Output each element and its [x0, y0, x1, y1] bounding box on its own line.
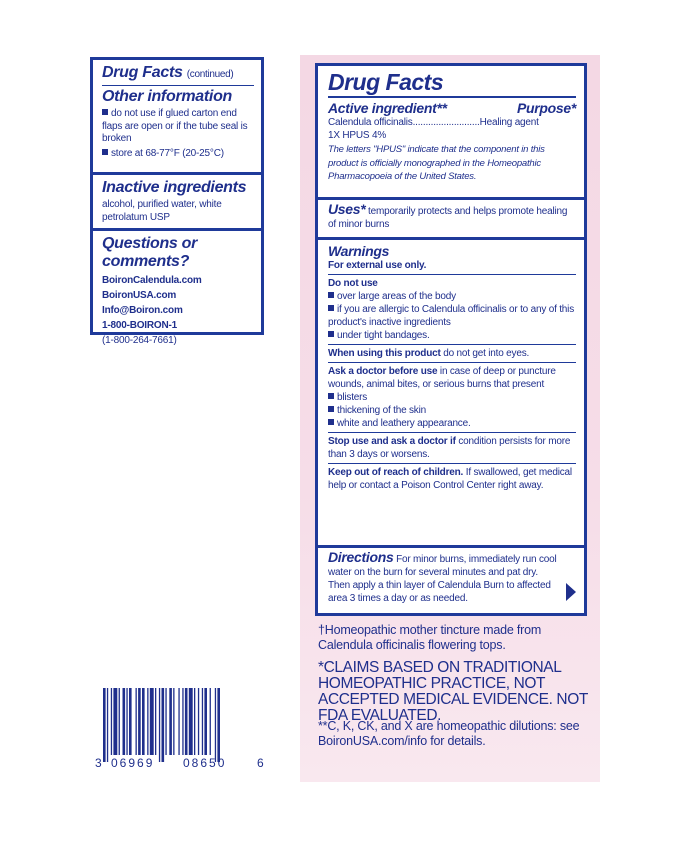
when-using-text: do not get into eyes.	[443, 348, 530, 359]
ask-doctor-item: white and leathery appearance.	[328, 417, 576, 430]
warnings-heading: Warnings	[328, 243, 390, 259]
barcode-bar	[210, 688, 211, 755]
inactive-ingredients-text: alcohol, purified water, white petrolatum USP	[102, 199, 222, 223]
uses-text: temporarily protects and helps promote healing of minor burns	[328, 206, 568, 230]
barcode-bar	[178, 688, 179, 755]
barcode-bar	[215, 688, 216, 762]
directions-text: For minor burns, immediately run cool water on the burn for several minutes and pat dry. Then apply a thin layer of Calendula Burn to affected area 3 times a day or as needed.	[328, 554, 557, 604]
dilution: 1X HPUS 4%	[328, 130, 387, 141]
barcode-digits: 06969	[111, 756, 155, 768]
dilutions-note: **C, K, CK, and X are homeopathic dilutions: see BoironUSA.com/info for details.	[318, 719, 580, 748]
keep-out-heading: Keep out of reach of children.	[328, 467, 464, 478]
other-information-section	[93, 60, 261, 175]
other-info-item: do not use if glued carton end flaps are open or if the tube seal is broken	[102, 108, 248, 144]
barcode-bar	[150, 688, 154, 755]
barcode-bar	[119, 688, 120, 755]
ingredient-row: Calendula officinalis..........................Healing agent	[328, 117, 539, 128]
other-information-heading: Other information	[102, 88, 233, 105]
barcode-bar	[107, 688, 108, 762]
ask-doctor-heading: Ask a doctor before use	[328, 366, 438, 377]
contact-email[interactable]: Info@Boiron.com	[102, 305, 183, 316]
barcode-bar	[159, 688, 160, 762]
drug-facts-title: Drug Facts	[328, 69, 444, 95]
ask-doctor-item: blisters	[328, 391, 576, 404]
claims-disclaimer: *CLAIMS BASED ON TRADITIONAL HOMEOPATHIC PRACTICE, NOT ACCEPTED MEDICAL EVIDENCE. NOT FDA EVALUATED.	[318, 659, 588, 724]
contact-phone[interactable]: 1-800-BOIRON-1	[102, 320, 177, 331]
directions-heading: Directions	[328, 549, 394, 565]
contact-website[interactable]: BoironUSA.com	[102, 290, 177, 301]
mother-tincture-note: †Homeopathic mother tincture made from Calendula officinalis flowering tops.	[318, 623, 542, 652]
barcode-bar	[155, 688, 156, 755]
barcode-digits: 08650	[183, 756, 227, 768]
contact-phone-numeric: (1-800-264-7661)	[102, 335, 177, 346]
barcode-bar	[129, 688, 132, 755]
hpus-note: The letters "HPUS" indicate that the component in this product is officially monographed in the Homeopathic Pharmacopoeia of the United States.	[328, 144, 545, 182]
do-not-use-item: over large areas of the body	[328, 290, 576, 303]
active-ingredient-section	[318, 66, 584, 200]
barcode-bar	[113, 688, 117, 755]
barcode-bar	[185, 688, 188, 755]
barcode-bar	[142, 688, 145, 755]
stop-use-heading: Stop use and ask a doctor if	[328, 436, 456, 447]
inactive-ingredients-heading: Inactive ingredients	[102, 179, 247, 196]
barcode-digit: 6	[257, 756, 264, 768]
barcode-bar	[126, 688, 127, 755]
contact-website[interactable]: BoironCalendula.com	[102, 275, 202, 286]
do-not-use-item: if you are allergic to Calendula officinalis or to any of this product's inactive ingredients	[328, 304, 574, 328]
bullet-square-icon	[328, 331, 334, 337]
barcode-bar	[217, 688, 220, 762]
barcode-bar	[173, 688, 174, 755]
do-not-use-item: under tight bandages.	[328, 329, 576, 342]
barcode-bar	[189, 688, 193, 755]
barcode-bar	[194, 688, 195, 755]
bullet-square-icon	[328, 292, 334, 298]
continue-arrow-icon	[566, 583, 576, 601]
barcode-bar	[162, 688, 165, 762]
bullet-square-icon	[102, 109, 108, 115]
keep-out-text: If swallowed, get medical help or contact a Poison Control Center right away.	[328, 467, 572, 491]
barcode-bar	[136, 688, 137, 755]
ask-doctor-item: thickening of the skin	[328, 404, 576, 417]
drug-facts-panel	[315, 63, 587, 616]
do-not-use-heading: Do not use	[328, 278, 378, 289]
barcode-bar	[123, 688, 126, 755]
ask-doctor-text: in case of deep or puncture wounds, animal bites, or serious burns that present	[328, 366, 556, 390]
barcode-bar	[204, 688, 207, 755]
bullet-square-icon	[328, 406, 334, 412]
bullet-square-icon	[328, 305, 334, 311]
when-using-heading: When using this product	[328, 348, 441, 359]
barcode-digit: 3	[95, 756, 102, 768]
barcode-bar	[147, 688, 148, 755]
uses-heading: Uses*	[328, 201, 366, 217]
purpose-heading: Purpose*	[516, 100, 576, 116]
questions-heading: Questions or comments?	[102, 235, 198, 270]
barcode-bar	[138, 688, 141, 755]
barcode-bar	[198, 688, 199, 755]
drug-facts-continued-panel	[90, 57, 264, 346]
active-ingredient-heading: Active ingredient**	[328, 100, 447, 116]
other-info-item: store at 68-77°F (20-25°C)	[102, 148, 254, 161]
barcode	[95, 688, 265, 768]
drug-facts-continued-title: Drug Facts (continued)	[102, 64, 234, 81]
barcode-bar	[182, 688, 183, 755]
barcode-bar	[169, 688, 172, 755]
bullet-square-icon	[102, 149, 108, 155]
external-use-only: For external use only.	[328, 260, 427, 271]
uses-section	[318, 200, 584, 240]
directions-section	[318, 548, 584, 609]
barcode-bar	[111, 688, 112, 755]
barcode-bar	[202, 688, 203, 755]
questions-section	[93, 231, 261, 353]
barcode-bar	[165, 688, 166, 755]
barcode-bar	[103, 688, 106, 762]
inactive-ingredients-section	[93, 175, 261, 231]
bullet-square-icon	[328, 419, 334, 425]
stop-use-text: condition persists for more than 3 days or worsens.	[328, 436, 571, 460]
bullet-square-icon	[328, 393, 334, 399]
warnings-section	[318, 240, 584, 548]
